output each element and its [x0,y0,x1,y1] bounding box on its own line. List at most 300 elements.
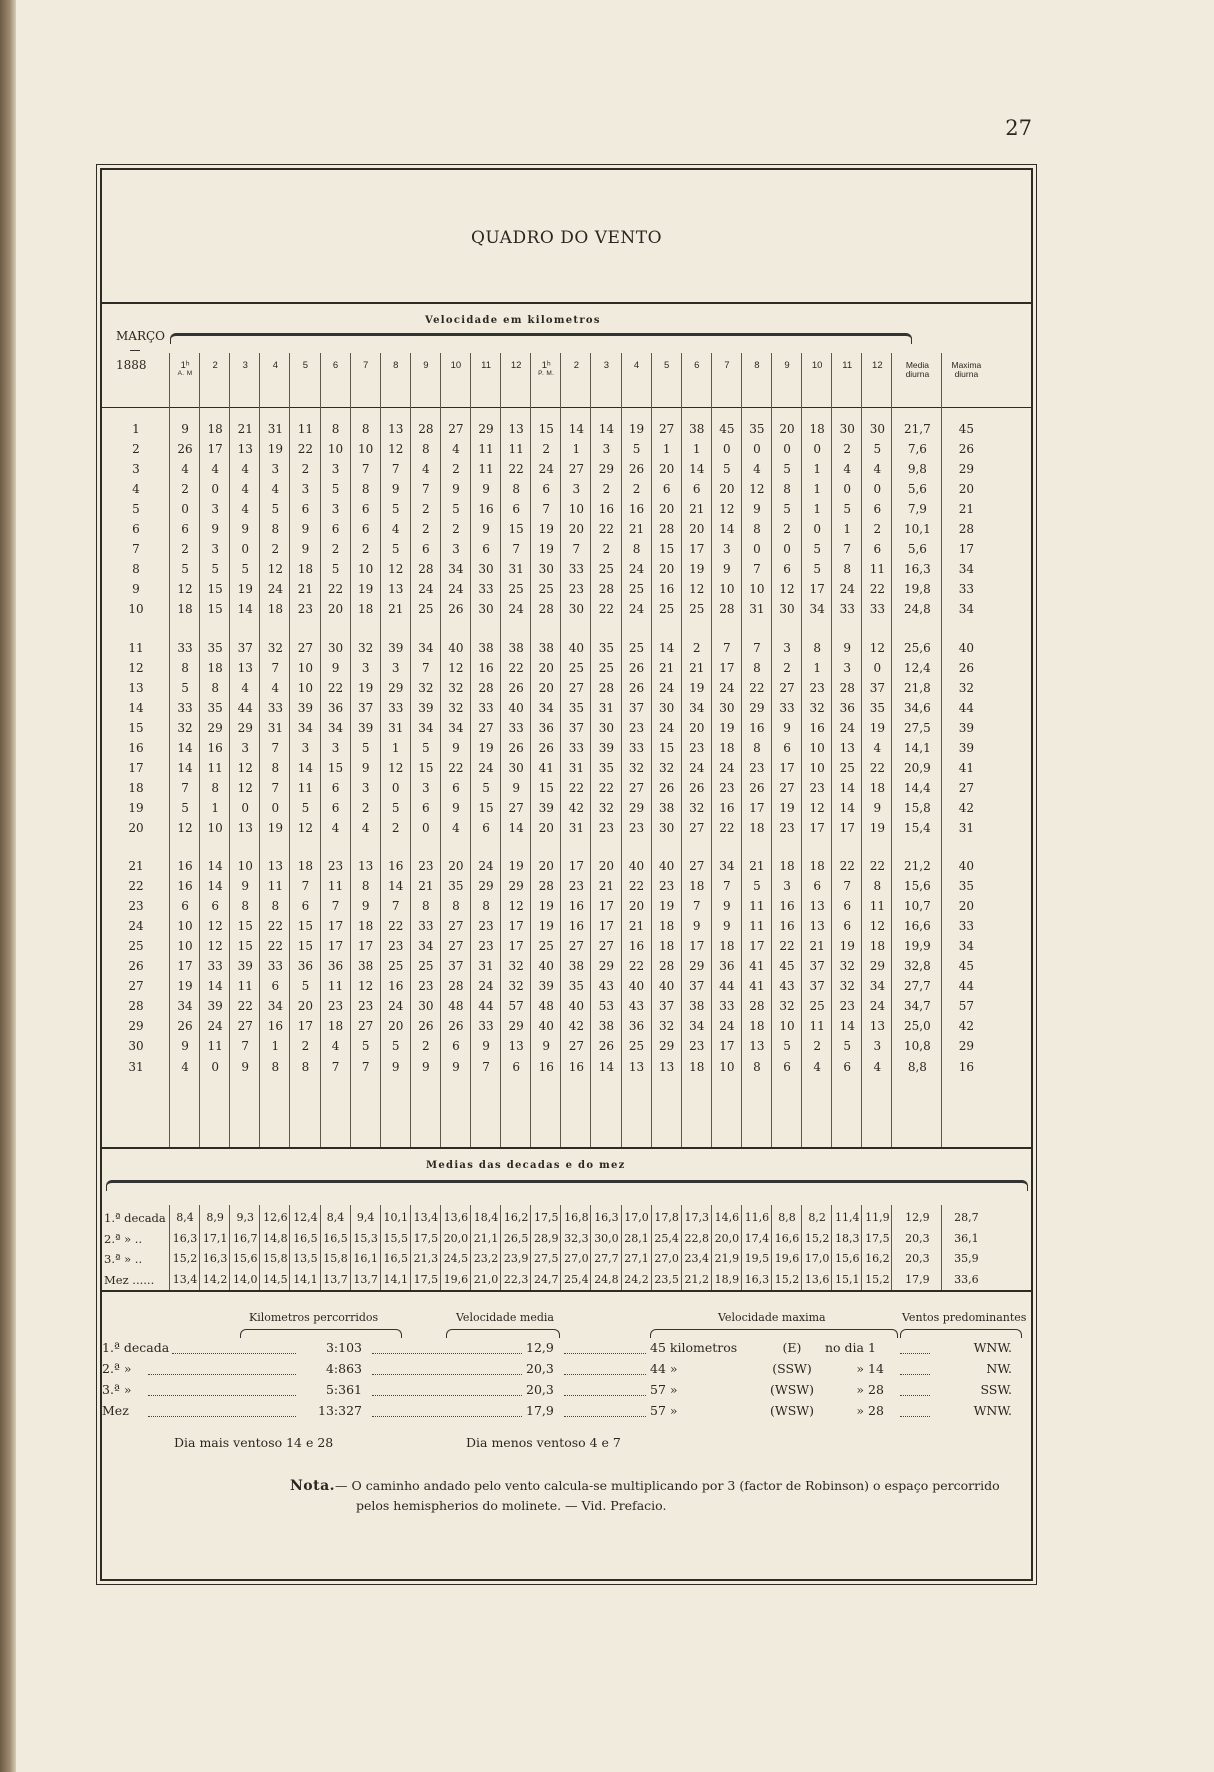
day-number: 27 [128,979,144,994]
summary-ventos-header: Ventos predominantes [902,1311,1027,1324]
velocity-cell: 23 [358,999,374,1014]
velocity-cell: 25 [628,1039,645,1054]
velocity-cell: 35 [869,700,885,715]
velocity-cell: 10 [327,442,344,457]
velocity-cell: 25 [598,562,615,577]
velocity-cell: 40 [659,859,675,873]
hour-header [892,360,942,379]
velocity-cell: 19 [869,820,885,835]
velocity-cell: 11 [297,780,314,795]
means-cell: 36,1 [954,1231,979,1245]
summary-row-label: Mez [102,1403,129,1418]
velocity-cell: 17 [689,939,705,954]
velocity-cell: 9 [452,740,460,755]
velocity-cell: 2 [391,820,400,835]
velocity-cell: 0 [211,482,219,497]
velocity-cell: 2 [783,522,791,537]
velocity-cell: 18 [869,780,885,795]
day-number: 28 [128,999,144,1014]
day-number: 10 [128,602,144,617]
velocity-cell: 7 [422,482,430,497]
velocity-cell: 37 [568,720,584,735]
velocity-cell: 17 [749,939,765,954]
means-cell: 24,8 [594,1272,619,1286]
velocity-cell: 32 [598,800,615,815]
velocity-cell: 38 [659,800,675,815]
velocity-cell: 10 [719,582,735,597]
velocity-cell: 18 [809,859,825,873]
velocity-cell: 7 [271,740,280,755]
velocity-cell: 5 [813,542,821,557]
velocity-cell: 3 [783,879,791,894]
velocity-cell: 8 [271,522,280,537]
summary-max-header: Velocidade maxima [718,1311,826,1324]
velocity-cell: 38 [478,640,494,655]
velocity-cell: 16 [628,502,645,517]
velocity-cell: 16 [568,919,584,934]
velocity-cell: 9 [391,1059,400,1074]
velocity-cell: 17 [327,919,344,934]
velocity-cell: 34 [418,939,434,954]
velocity-cell: 20 [538,660,554,675]
velocity-cell: 10,8 [904,1039,931,1054]
velocity-cell: 16 [538,1059,554,1074]
means-cell: 22,8 [684,1231,709,1245]
velocity-cell: 8 [211,780,219,795]
velocity-cell: 1 [662,442,671,457]
velocity-cell: 17 [719,1039,735,1054]
velocity-cell: 33 [779,700,795,715]
velocity-cell: 3 [331,502,340,517]
means-cell: 28,7 [954,1211,979,1224]
velocity-cell: 6 [873,502,882,517]
velocity-cell: 30 [478,562,494,577]
velocity-cell: 6 [512,1059,520,1074]
velocity-cell: 14 [177,740,193,755]
velocity-cell: 44 [237,700,253,715]
velocity-cell: 14 [598,1059,615,1074]
velocity-cell: 45 [719,422,735,436]
velocity-cell: 2 [813,1039,821,1054]
velocity-cell: 18 [689,1059,705,1074]
hour-header [260,360,290,371]
means-cell: 25,4 [654,1231,679,1245]
velocity-cell: 27 [689,859,705,873]
leader-dots [172,1353,296,1354]
velocity-cell: 19 [237,582,253,597]
velocity-cell: 16 [207,740,223,755]
velocity-cell: 31 [267,422,283,436]
velocity-cell: 35 [598,760,615,775]
means-cell: 26,5 [503,1231,529,1245]
day-number: 8 [132,562,140,577]
velocity-cell: 1 [572,442,581,457]
velocity-cell: 14 [689,462,705,477]
velocity-cell: 29 [869,959,885,974]
means-cell: 14,1 [383,1272,408,1286]
velocity-cell: 5 [301,979,310,994]
velocity-cell: 19 [267,820,283,835]
velocity-cell: 33 [869,602,885,617]
summary-km-brace [240,1329,402,1338]
velocity-cell: 26 [689,780,705,795]
velocity-cell: 21,2 [904,859,931,873]
hour-header-main: 5 [302,360,309,371]
velocity-cell: 20 [538,859,554,873]
leader-dots [372,1353,522,1354]
velocity-cell: 6 [482,820,490,835]
velocity-cell: 27 [568,680,584,695]
velocity-cell: 27 [358,1019,374,1034]
velocity-cell: 17 [207,442,223,457]
velocity-cell: 30 [508,760,524,775]
velocity-cell: 8 [301,1059,310,1074]
velocity-cell: 5 [181,800,189,815]
day-number: 13 [128,680,144,695]
leader-dots [564,1395,646,1396]
velocity-cell: 7 [271,780,280,795]
velocity-cell: 32 [508,979,524,994]
velocity-cell: 19 [538,919,554,934]
velocity-cell: 21 [598,879,615,894]
velocity-cell: 5 [181,680,189,695]
velocity-cell: 32 [418,680,434,695]
velocity-cell: 25 [508,582,524,597]
velocity-cell: 24 [478,760,494,775]
velocity-cell: 32 [267,640,283,655]
velocity-cell: 30 [839,422,855,436]
velocity-cell: 23 [388,939,404,954]
velocity-cell: 22 [508,660,524,675]
velocity-cell: 22 [779,939,795,954]
velocity-cell: 26 [749,780,765,795]
velocity-cell: 24 [839,720,855,735]
summary-row-label: 3.ª » [102,1382,132,1397]
velocity-cell: 0 [241,542,250,557]
velocity-cell: 13 [659,1059,675,1074]
velocity-cell: 7 [422,660,430,675]
velocity-cell: 28 [598,680,615,695]
means-cell: 21,0 [473,1272,499,1286]
velocity-cell: 20 [958,899,975,914]
velocity-cell: 11 [207,1039,223,1054]
velocity-cell: 5 [422,740,430,755]
velocity-cell: 38 [568,959,584,974]
velocity-cell: 9 [452,1059,460,1074]
means-cell: 27,0 [564,1252,589,1265]
means-cell: 17,4 [744,1231,770,1245]
velocity-cell: 3 [873,1039,882,1054]
velocity-cell: 5 [843,1039,852,1054]
day-number: 19 [128,800,144,815]
velocity-cell: 42 [568,1019,584,1034]
velocity-cell: 31 [478,959,494,974]
velocity-cell: 8 [181,660,189,675]
velocity-cell: 24,8 [904,602,931,617]
velocity-cell: 2 [181,482,189,497]
velocity-cell: 9 [452,800,460,815]
day-number: 23 [128,899,144,914]
velocity-cell: 34 [448,562,464,577]
velocity-cell: 8 [873,879,882,894]
velocity-cell: 34 [297,720,314,735]
velocity-cell: 18 [267,602,283,617]
hour-header [802,360,832,371]
summary-media-header: Velocidade media [456,1311,554,1324]
velocity-cell: 38 [538,640,554,655]
means-cell: 11,9 [865,1211,890,1224]
velocity-cell: 27 [237,1019,253,1034]
velocity-cell: 27 [628,780,645,795]
velocity-cell: 37 [689,979,705,994]
velocity-cell: 9 [391,482,400,497]
velocity-cell: 0 [753,542,761,557]
velocity-cell: 29 [598,462,615,477]
velocity-cell: 12,4 [904,660,931,675]
velocity-cell: 12 [719,502,735,517]
velocity-cell: 25 [538,582,554,597]
velocity-cell: 21 [628,522,645,537]
velocity-cell: 14 [839,1019,855,1034]
hour-header [351,360,381,371]
means-cell: 13,7 [323,1272,348,1286]
velocity-cell: 35 [448,879,464,894]
velocity-cell: 19 [869,720,885,735]
day-number: 12 [128,660,144,675]
velocity-cell: 5 [211,562,219,577]
velocity-cell: 26 [659,780,675,795]
velocity-cell: 40 [538,1019,554,1034]
means-cell: 21,2 [684,1272,709,1286]
velocity-cell: 21 [628,919,645,934]
hour-header-main: 8 [754,360,760,371]
hour-header-main: 12 [872,360,883,371]
wind-table-frame [100,168,1033,1581]
velocity-cell: 28 [958,522,975,537]
velocity-cell: 22 [237,999,253,1014]
hour-header [501,360,531,371]
velocity-cell: 10 [568,502,584,517]
velocity-cell: 5 [181,562,189,577]
velocity-cell: 28 [418,562,434,577]
means-cell: 27,5 [533,1252,559,1265]
velocity-cell: 22 [749,680,765,695]
velocity-cell: 0 [753,442,761,457]
velocity-cell: 24 [628,602,645,617]
means-cell: 9,4 [356,1211,375,1224]
velocity-cell: 19 [689,680,705,695]
velocity-cell: 23 [809,780,825,795]
means-cell: 17,9 [905,1272,930,1286]
day-number: 31 [128,1059,144,1074]
velocity-cell: 4 [813,1059,821,1074]
velocity-cell: 4 [361,820,370,835]
velocity-cell: 11 [267,879,283,894]
velocity-cell: 7 [512,542,520,557]
velocity-cell: 30 [659,700,675,715]
velocity-cell: 10 [809,740,825,755]
velocity-cell: 34 [267,999,283,1014]
velocity-cell: 36 [538,720,554,735]
velocity-cell: 48 [538,999,554,1014]
velocity-cell: 12 [388,760,404,775]
velocity-cell: 33 [267,959,283,974]
velocity-cell: 37 [358,700,374,715]
means-cell: 8,4 [326,1211,345,1224]
velocity-cell: 5 [843,502,852,517]
velocity-cell: 22 [869,582,885,597]
means-cell: 16,7 [232,1231,258,1245]
velocity-cell: 17 [297,1019,314,1034]
velocity-cell: 6 [843,899,852,914]
velocity-cell: 29 [958,1039,975,1054]
velocity-cell: 39 [297,700,314,715]
velocity-cell: 7 [361,462,370,477]
velocity-cell: 23 [297,602,314,617]
velocity-cell: 12 [237,780,253,795]
velocity-cell: 18 [207,422,223,436]
velocity-cell: 23 [839,999,855,1014]
velocity-cell: 0 [241,800,250,815]
velocity-cell: 24 [628,562,645,577]
summary-dia-label: no dia [824,1340,864,1355]
leader-dots [564,1374,646,1375]
velocity-cell: 1 [211,800,219,815]
summary-media: 12,9 [526,1340,554,1355]
velocity-cell: 34 [418,640,434,655]
velocity-cell: 35 [568,979,584,994]
velocity-cell: 23 [628,820,645,835]
means-cell: 15,2 [774,1272,800,1286]
velocity-cell: 2 [181,542,189,557]
velocity-cell: 7 [572,542,581,557]
velocity-cell: 22 [388,919,404,934]
means-cell: 25,4 [564,1272,589,1286]
velocity-cell: 16 [177,859,193,873]
velocity-cell: 18 [659,919,675,934]
velocity-cell: 16 [568,1059,584,1074]
hour-header [230,360,260,371]
velocity-cell: 28 [839,680,855,695]
velocity-cell: 0 [391,780,400,795]
velocity-cell: 6 [873,542,882,557]
velocity-cell: 15 [207,582,223,597]
velocity-cell: 13 [358,859,374,873]
velocity-cell: 16 [719,800,735,815]
velocity-cell: 26 [508,680,524,695]
velocity-cell: 32 [839,979,855,994]
velocity-cell: 23 [418,859,434,873]
velocity-cell: 21 [689,660,705,675]
means-cell: 16,3 [594,1211,619,1224]
velocity-cell: 33 [177,700,193,715]
velocity-cell: 31 [598,700,615,715]
velocity-cell: 8 [422,899,430,914]
velocity-cell: 9 [723,919,731,934]
velocity-cell: 8 [361,879,370,894]
velocity-cell: 26 [508,740,524,755]
velocity-cell: 9 [843,640,852,655]
leader-dots [900,1374,930,1375]
day-number: 30 [128,1039,144,1054]
velocity-cell: 35 [207,700,223,715]
velocity-cell: 4 [391,522,400,537]
velocity-cell: 21 [388,602,404,617]
velocity-cell: 6 [783,740,791,755]
velocity-cell: 10,1 [904,522,931,537]
summary-direction: (WSW) [769,1382,814,1397]
velocity-cell: 34 [327,720,344,735]
velocity-cell: 12 [809,800,825,815]
velocity-cell: 23 [568,582,584,597]
velocity-cell: 4 [241,680,250,695]
means-cell: 27,1 [624,1252,649,1265]
velocity-cell: 3 [361,780,370,795]
velocity-cell: 9 [482,1039,490,1054]
day-number: 7 [132,542,140,557]
velocity-cell: 4 [331,820,340,835]
velocity-cell: 6 [783,1059,791,1074]
day-number: 5 [132,502,140,517]
hour-header-main: 1ʰ [180,360,190,371]
velocity-cell: 11 [508,442,524,457]
velocity-cell: 9 [361,899,370,914]
velocity-cell: 32 [508,959,524,974]
means-cell: 15,8 [323,1252,348,1265]
velocity-cell: 34 [418,720,434,735]
velocity-cell: 5 [331,562,340,577]
velocity-cell: 2 [301,1039,310,1054]
means-cell: 20,3 [905,1231,930,1245]
velocity-cell: 14,1 [904,740,931,755]
velocity-cell: 17 [508,919,524,934]
velocity-cell: 24 [207,1019,223,1034]
means-cell: 20,0 [714,1231,740,1245]
velocity-cell: 32 [448,680,464,695]
velocity-cell: 5 [873,442,882,457]
velocity-cell: 30 [779,602,795,617]
velocity-cell: 53 [598,999,615,1014]
velocity-cell: 28 [719,602,735,617]
summary-dia-label: » [856,1361,864,1376]
velocity-cell: 7 [301,879,310,894]
velocity-cell: 28 [659,959,675,974]
hour-header-main: 10 [450,360,462,371]
velocity-cell: 2 [361,542,370,557]
summary-row-label: 1.ª decada [102,1340,170,1355]
velocity-cell: 25 [809,999,825,1014]
velocity-cell: 7 [482,1059,490,1074]
hour-header [622,360,652,371]
means-cell: 16,6 [774,1231,800,1245]
velocity-cell: 6 [331,780,340,795]
velocity-cell: 11 [478,442,494,457]
means-cell: 17,0 [804,1252,830,1265]
velocity-cell: 0 [783,442,791,457]
velocity-cell: 17 [177,959,193,974]
velocity-cell: 6 [813,879,821,894]
velocity-cell: 18 [358,919,374,934]
velocity-cell: 6 [542,482,551,497]
velocity-cell: 27 [659,422,675,436]
velocity-cell: 9 [331,660,340,675]
velocity-cell: 40 [628,979,645,994]
velocity-cell: 34 [177,999,193,1014]
velocity-cell: 38 [689,422,705,436]
velocity-cell: 18 [749,820,765,835]
velocity-cell: 34 [958,562,975,577]
velocity-cell: 15 [237,919,253,934]
